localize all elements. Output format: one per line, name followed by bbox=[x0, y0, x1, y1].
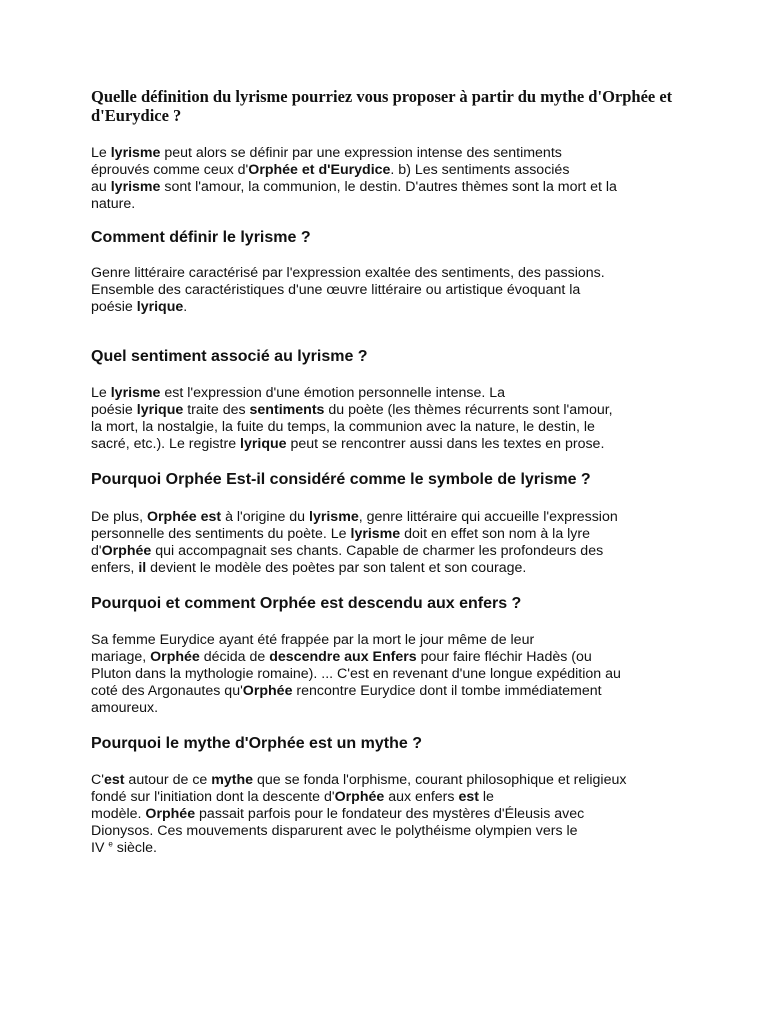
text-line bbox=[91, 145, 691, 162]
bold-text: Orphée bbox=[145, 806, 196, 822]
section-heading: Pourquoi le mythe d'Orphée est un mythe ? bbox=[91, 735, 422, 752]
text-line bbox=[91, 560, 691, 577]
text-line bbox=[91, 632, 691, 649]
section-paragraph bbox=[91, 265, 691, 316]
text-run: Ensemble des caractéristiques d'une œuvre littéraire ou artistique évoquant la bbox=[91, 282, 581, 298]
text-run: autour de ce bbox=[124, 772, 212, 788]
text-line bbox=[91, 840, 691, 857]
text-run: est l'expression d'une émotion personnelle intense. La bbox=[160, 385, 505, 401]
text-run: pour faire fléchir Hadès (ou bbox=[416, 649, 592, 665]
bold-text: lyrique bbox=[240, 436, 287, 452]
bold-text: Orphée bbox=[150, 649, 200, 665]
section-paragraph bbox=[91, 772, 691, 857]
section-paragraph bbox=[91, 385, 691, 453]
bold-text: Orphée bbox=[242, 683, 293, 699]
bold-text: est bbox=[103, 772, 125, 788]
bold-text: Orphée bbox=[334, 789, 385, 805]
text-line bbox=[91, 402, 691, 419]
text-line bbox=[91, 196, 691, 213]
text-line bbox=[91, 282, 691, 299]
text-run: Pluton dans la mythologie romaine). ... C'est en revenant d'une longue expédition au bbox=[91, 666, 621, 682]
text-run: De plus, bbox=[91, 509, 147, 525]
bold-text: lyrique bbox=[136, 402, 184, 418]
section-heading: Quel sentiment associé au lyrisme ? bbox=[91, 348, 368, 365]
document-page bbox=[91, 87, 691, 147]
section-mythe bbox=[91, 734, 691, 857]
text-run: mariage, bbox=[91, 649, 151, 665]
section-heading: Comment définir le lyrisme ? bbox=[91, 229, 311, 246]
section-heading: Pourquoi et comment Orphée est descendu aux enfers ? bbox=[91, 595, 522, 612]
text-run: peut alors se définir par une expression intense des sentiments bbox=[160, 145, 562, 161]
text-line bbox=[91, 385, 691, 402]
text-run: peut se rencontrer aussi dans les textes en prose. bbox=[286, 436, 605, 452]
text-run: . bbox=[183, 299, 188, 315]
text-line bbox=[91, 162, 691, 179]
text-run: que se fonda l'orphisme, courant philosophique et religieux bbox=[253, 772, 627, 788]
text-line bbox=[91, 265, 691, 282]
bold-text: Orphée bbox=[101, 543, 152, 559]
text-run: poésie bbox=[91, 299, 137, 315]
text-run: Le bbox=[91, 385, 111, 401]
text-run: modèle. bbox=[91, 806, 146, 822]
bold-text: lyrique bbox=[136, 299, 184, 315]
bold-text: mythe bbox=[211, 772, 254, 788]
text-line bbox=[91, 666, 691, 683]
text-run: enfers, bbox=[91, 560, 139, 576]
text-run: qui accompagnait ses chants. Capable de charmer les profondeurs des bbox=[151, 543, 604, 559]
text-line bbox=[91, 806, 691, 823]
text-run: IV bbox=[91, 840, 109, 856]
section-definir bbox=[91, 228, 691, 316]
text-line bbox=[91, 419, 691, 436]
bold-text: lyrisme bbox=[350, 526, 401, 542]
text-run: éprouvés comme ceux d' bbox=[91, 162, 249, 178]
text-run: doit en effet son nom à la lyre bbox=[400, 526, 591, 542]
bold-text: il bbox=[138, 560, 147, 576]
text-line bbox=[91, 823, 691, 840]
text-line bbox=[91, 509, 691, 526]
section-paragraph bbox=[91, 632, 691, 717]
text-line bbox=[91, 526, 691, 543]
text-line bbox=[91, 649, 691, 666]
text-run: C' bbox=[91, 772, 104, 788]
bold-text: lyrisme bbox=[309, 509, 359, 525]
text-run: Dionysos. Ces mouvements disparurent avec le polythéisme olympien vers le bbox=[91, 823, 578, 839]
text-run: à l'origine du bbox=[221, 509, 310, 525]
text-line bbox=[91, 299, 691, 316]
text-run: poésie bbox=[91, 402, 137, 418]
text-run: siècle. bbox=[112, 840, 157, 856]
text-run: Le bbox=[91, 145, 111, 161]
text-run: personnelle des sentiments du poète. Le bbox=[91, 526, 351, 542]
section-symbole bbox=[91, 470, 691, 577]
bold-text: lyrisme bbox=[110, 385, 161, 401]
bold-text: Orphée est bbox=[147, 509, 222, 525]
text-line bbox=[91, 683, 691, 700]
text-run: coté des Argonautes qu' bbox=[91, 683, 243, 699]
text-line bbox=[91, 772, 691, 789]
text-run: e bbox=[108, 839, 113, 849]
section-enfers bbox=[91, 594, 691, 717]
text-run: Sa femme Eurydice ayant été frappée par la mort le jour même de leur bbox=[91, 632, 535, 648]
bold-text: lyrisme bbox=[110, 179, 161, 195]
text-run: du poète (les thèmes récurrents sont l'amour, bbox=[324, 402, 613, 418]
section-sentiment bbox=[91, 347, 691, 453]
text-line bbox=[91, 543, 691, 560]
text-run: passait parfois pour le fondateur des mystères d'Éleusis avec bbox=[195, 806, 585, 822]
text-run: nature. bbox=[91, 196, 136, 212]
text-run: aux enfers bbox=[384, 789, 459, 805]
document-title: Quelle définition du lyrisme pourriez vous proposer à partir du mythe d'Orphée et d'Eurydice ? bbox=[91, 87, 673, 125]
bold-text: sentiments bbox=[249, 402, 325, 418]
text-run: devient le modèle des poètes par son talent et son courage. bbox=[146, 560, 527, 576]
text-run: le bbox=[478, 789, 494, 805]
section-heading: Pourquoi Orphée Est-il considéré comme le symbole de lyrisme ? bbox=[91, 471, 591, 488]
text-line bbox=[91, 179, 691, 196]
text-run: la mort, la nostalgie, la fuite du temps, la communion avec la nature, le destin, le bbox=[91, 419, 595, 435]
bold-text: lyrisme bbox=[110, 145, 161, 161]
text-line bbox=[91, 789, 691, 806]
text-run: rencontre Eurydice dont il tombe immédiatement bbox=[292, 683, 602, 699]
text-run: d' bbox=[91, 543, 102, 559]
text-run: Genre littéraire caractérisé par l'expression exaltée des sentiments, des passions. bbox=[91, 265, 605, 281]
text-run: , genre littéraire qui accueille l'expression bbox=[358, 509, 618, 525]
section-paragraph bbox=[91, 509, 691, 577]
bold-text: est bbox=[458, 789, 479, 805]
text-run: fondé sur l'initiation dont la descente d' bbox=[91, 789, 335, 805]
bold-text: Orphée et d'Eurydice bbox=[248, 162, 391, 178]
text-run: traite des bbox=[183, 402, 250, 418]
text-run: amoureux. bbox=[91, 700, 159, 716]
intro-paragraph bbox=[91, 145, 691, 213]
text-line bbox=[91, 700, 691, 717]
text-run: au bbox=[91, 179, 111, 195]
text-run: sont l'amour, la communion, le destin. D'autres thèmes sont la mort et la bbox=[160, 179, 617, 195]
text-line bbox=[91, 436, 691, 453]
bold-text: descendre aux Enfers bbox=[269, 649, 417, 665]
text-run: . b) Les sentiments associés bbox=[390, 162, 570, 178]
text-run: sacré, etc.). Le registre bbox=[91, 436, 241, 452]
text-run: décida de bbox=[199, 649, 270, 665]
